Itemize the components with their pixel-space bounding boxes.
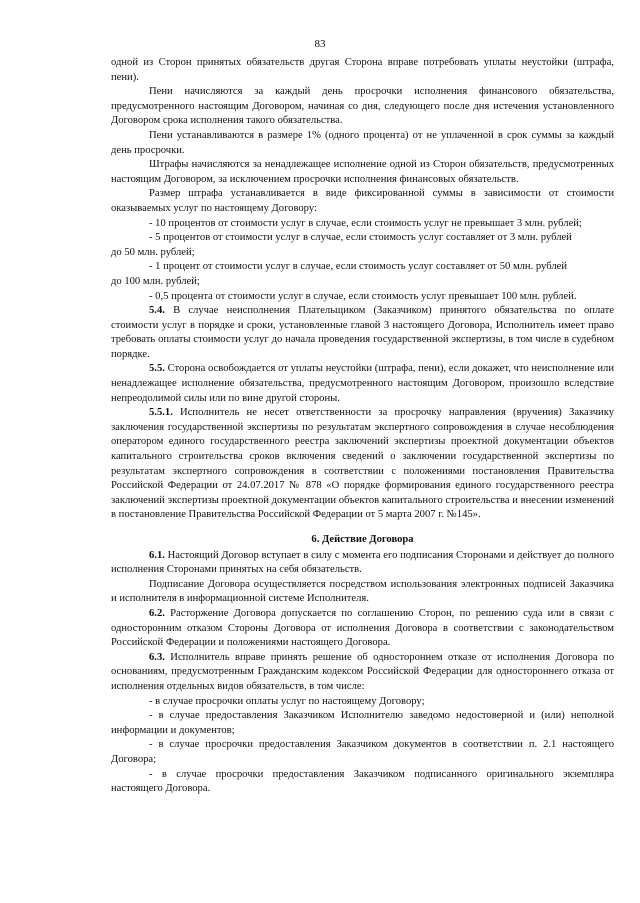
paragraph-text: Исполнитель не несет ответственности за просрочку направления (вручения) Заказчику заключения государственной экспертизы по результатам экспертного сопровождения в случае несоблюдения оператором единого государственного реестра заключений экспертизы проектной документации объектов капитального строительства сроков включения сведений о заключении государственной экспертизы по результатам экспертного сопровождения в соответствии с положениями постановления Правительства Российской Федерации от 24.07.2017 № 878 «О порядке формирования единого государственного реестра заключений экспертизы проектной документации объектов капитального строительства и внесении изменений в постановление Правительства Российской Федерации от 5 марта 2007 г. №145». xyxy=(111,407,614,521)
paragraph-text: - 1 процент от стоимости услуг в случае, если стоимость услуг составляет от 50 млн. рублей xyxy=(149,261,567,273)
clause-number: 6.2. xyxy=(149,607,165,619)
paragraph-text: Пени начисляются за каждый день просрочки исполнения финансового обязательства, предусмотренного настоящим Договором, начиная со дня, следующего после дня истечения установленного Договором срока исполнения такого обязательства. xyxy=(111,86,614,127)
paragraph-text: Сторона освобождается от уплаты неустойки (штрафа, пени), если докажет, что неисполнение или ненадлежащее исполнение обязательства, предусмотренного настоящим Договором, произошло вследствие непреодолимой силы или по вине другой стороны. xyxy=(111,363,614,404)
paragraph-text: одной из Сторон принятых обязательств другая Сторона вправе потребовать уплаты неустойки (штрафа, пени). xyxy=(111,57,614,83)
section-heading: 6. Действие Договора xyxy=(311,534,414,545)
paragraph-text: Штрафы начисляются за ненадлежащее исполнение одной из Сторон обязательств, предусмотренных настоящим Договором, за исключением просрочки исполнения финансовых обязательств. xyxy=(111,159,614,185)
paragraph xyxy=(111,217,614,232)
clause-number: 6.3. xyxy=(149,651,165,663)
clause-number: 5.4. xyxy=(149,305,165,317)
paragraph xyxy=(111,275,614,290)
paragraph xyxy=(111,549,614,578)
paragraph-text: - в случае предоставления Заказчиком Исполнителю заведомо недостоверной и (или) неполной информации и документов; xyxy=(111,710,614,736)
paragraph xyxy=(111,187,614,216)
paragraph-text: - 0,5 процента от стоимости услуг в случае, если стоимость услуг превышает 100 млн. рублей. xyxy=(149,290,577,302)
paragraph xyxy=(111,695,614,710)
paragraph-text: Пени устанавливаются в размере 1% (одного процента) от не уплаченной в срок суммы за каждый день просрочки. xyxy=(111,129,614,156)
paragraph xyxy=(111,231,614,246)
paragraph xyxy=(111,738,614,767)
paragraph xyxy=(111,304,614,362)
clause-number: 5.5. xyxy=(149,363,165,375)
page-number: 83 xyxy=(314,38,326,50)
paragraph-text: Настоящий Договор вступает в силу с момента его подписания Сторонами и действует до полного исполнения Сторонами принятых на себя обязательств. xyxy=(111,549,614,576)
paragraph-text: Расторжение Договора допускается по соглашению Сторон, по решению суда или в связи с односторонним отказом Стороны Договора от исполнения Договора в соответствии с законодательством Российской Федерации и положениями настоящего Договора. xyxy=(111,607,614,649)
paragraph xyxy=(111,768,614,797)
paragraph xyxy=(111,362,614,406)
paragraph xyxy=(111,290,614,305)
paragraph-text: Подписание Договора осуществляется посредством использования электронных подписей Заказчика и исполнителя в информационной системе Исполнителя. xyxy=(111,578,614,605)
paragraph-text: до 100 млн. рублей; xyxy=(111,275,200,287)
paragraph xyxy=(111,246,614,261)
paragraph-text: - в случае просрочки предоставления Заказчиком подписанного оригинального экземпляра настоящего Договора. xyxy=(111,768,614,795)
paragraph xyxy=(111,607,614,651)
paragraph-text: до 50 млн. рублей; xyxy=(111,246,195,258)
paragraph xyxy=(111,129,614,158)
paragraph xyxy=(111,158,614,187)
paragraph xyxy=(111,709,614,738)
paragraph-text: В случае неисполнения Плательщиком (Заказчиком) принятого обязательства по оплате стоимости услуг в порядке и сроки, установленные главой 3 настоящего Договора, Исполнитель имеет право требовать оплаты стоимости услуг до начала проведения государственной экспертизы, в том числе в судебном порядке. xyxy=(111,305,614,360)
paragraph xyxy=(111,85,614,129)
paragraph xyxy=(111,260,614,275)
clause-number: 6.1. xyxy=(149,549,165,561)
paragraph-text: - 10 процентов от стоимости услуг в случае, если стоимость услуг не превышает 3 млн. рублей; xyxy=(149,217,582,229)
paragraph-text: - в случае просрочки оплаты услуг по настоящему Договору; xyxy=(149,695,425,707)
paragraph xyxy=(111,56,614,85)
paragraph xyxy=(111,406,614,523)
paragraph-text: - 5 процентов от стоимости услуг в случае, если стоимость услуг составляет от 3 млн. рублей xyxy=(149,232,572,244)
document-body xyxy=(111,56,614,797)
paragraph xyxy=(111,651,614,695)
paragraph-text: Размер штрафа устанавливается в виде фиксированной суммы в зависимости от стоимости оказываемых услуг по настоящему Договору: xyxy=(111,188,614,214)
paragraph xyxy=(111,578,614,607)
paragraph-text: - в случае просрочки предоставления Заказчиком документов в соответствии п. 2.1 настоящего Договора; xyxy=(111,739,614,765)
clause-number: 5.5.1. xyxy=(149,407,173,419)
paragraph-text: Исполнитель вправе принять решение об одностороннем отказе от исполнения Договора по основаниям, предусмотренным Гражданским кодексом Российской Федерации для одностороннего отказа от исполнения отдельных видов обязательств, в том числе: xyxy=(111,651,614,692)
